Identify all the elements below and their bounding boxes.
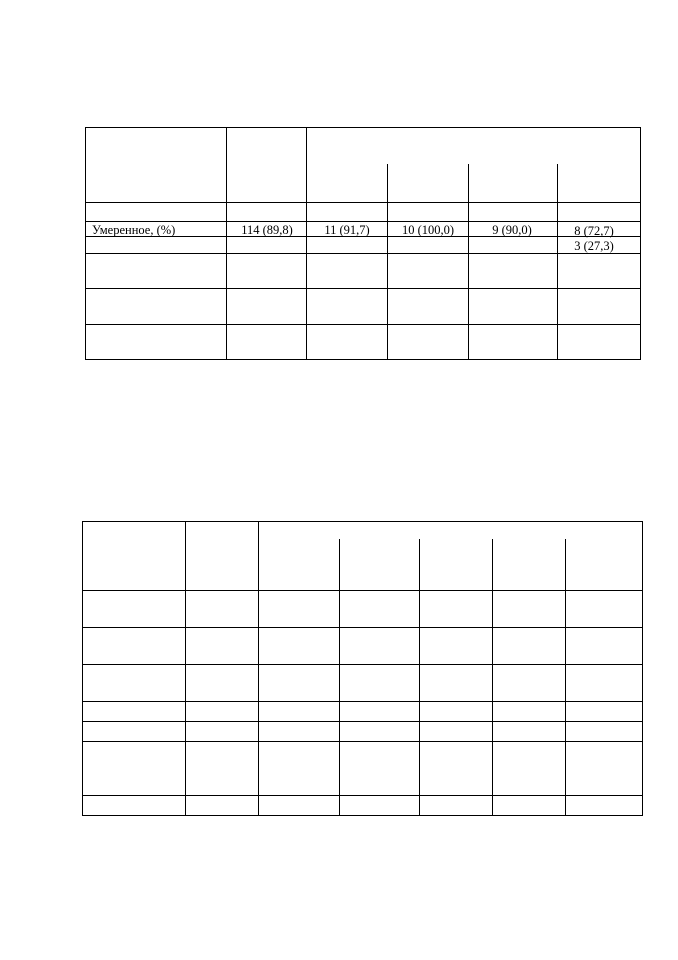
table-1-cell-group-4-extra: 3 (27,3) [574,239,614,253]
table-2-row-line [82,664,643,665]
table-2-col-line [185,521,186,816]
table-2-col-line [258,521,259,816]
table-1-col-line [557,164,558,360]
table-2-border-bottom [82,815,643,816]
table-2-col-line [339,539,340,816]
table-1-cell-group-2: 10 (100,0) [401,223,455,237]
table-1-col-line [387,164,388,360]
table-1-col-line [226,127,227,360]
table-2-row-line [82,795,643,796]
table-2-row-line [82,627,643,628]
table-2-border-left [82,521,83,816]
table-2-row-line [82,741,643,742]
table-2-border-right [642,521,643,816]
table-2-row-line [82,590,643,591]
table-2-row-line [82,701,643,702]
table-1-border-left [85,127,86,360]
table-1-cell-total: 114 (89,8) [241,223,293,237]
table-1-cell-group-3: 9 (90,0) [492,223,532,237]
table-1-row-label: Умеренное, (%) [92,223,176,237]
table-2-row-line [82,721,643,722]
table-2-border-top [82,521,643,522]
table-2-col-line [565,539,566,816]
table-1-col-line [468,164,469,360]
table-2-col-line [419,539,420,816]
table-1-cell-group-4: 8 (72,7) [574,224,614,238]
table-1-border-right [640,127,641,360]
table-1-col-line [306,127,307,360]
table-1-cell-group-1: 11 (91,7) [324,223,370,237]
table-2-col-line [492,539,493,816]
table-1-border-top [85,127,640,128]
